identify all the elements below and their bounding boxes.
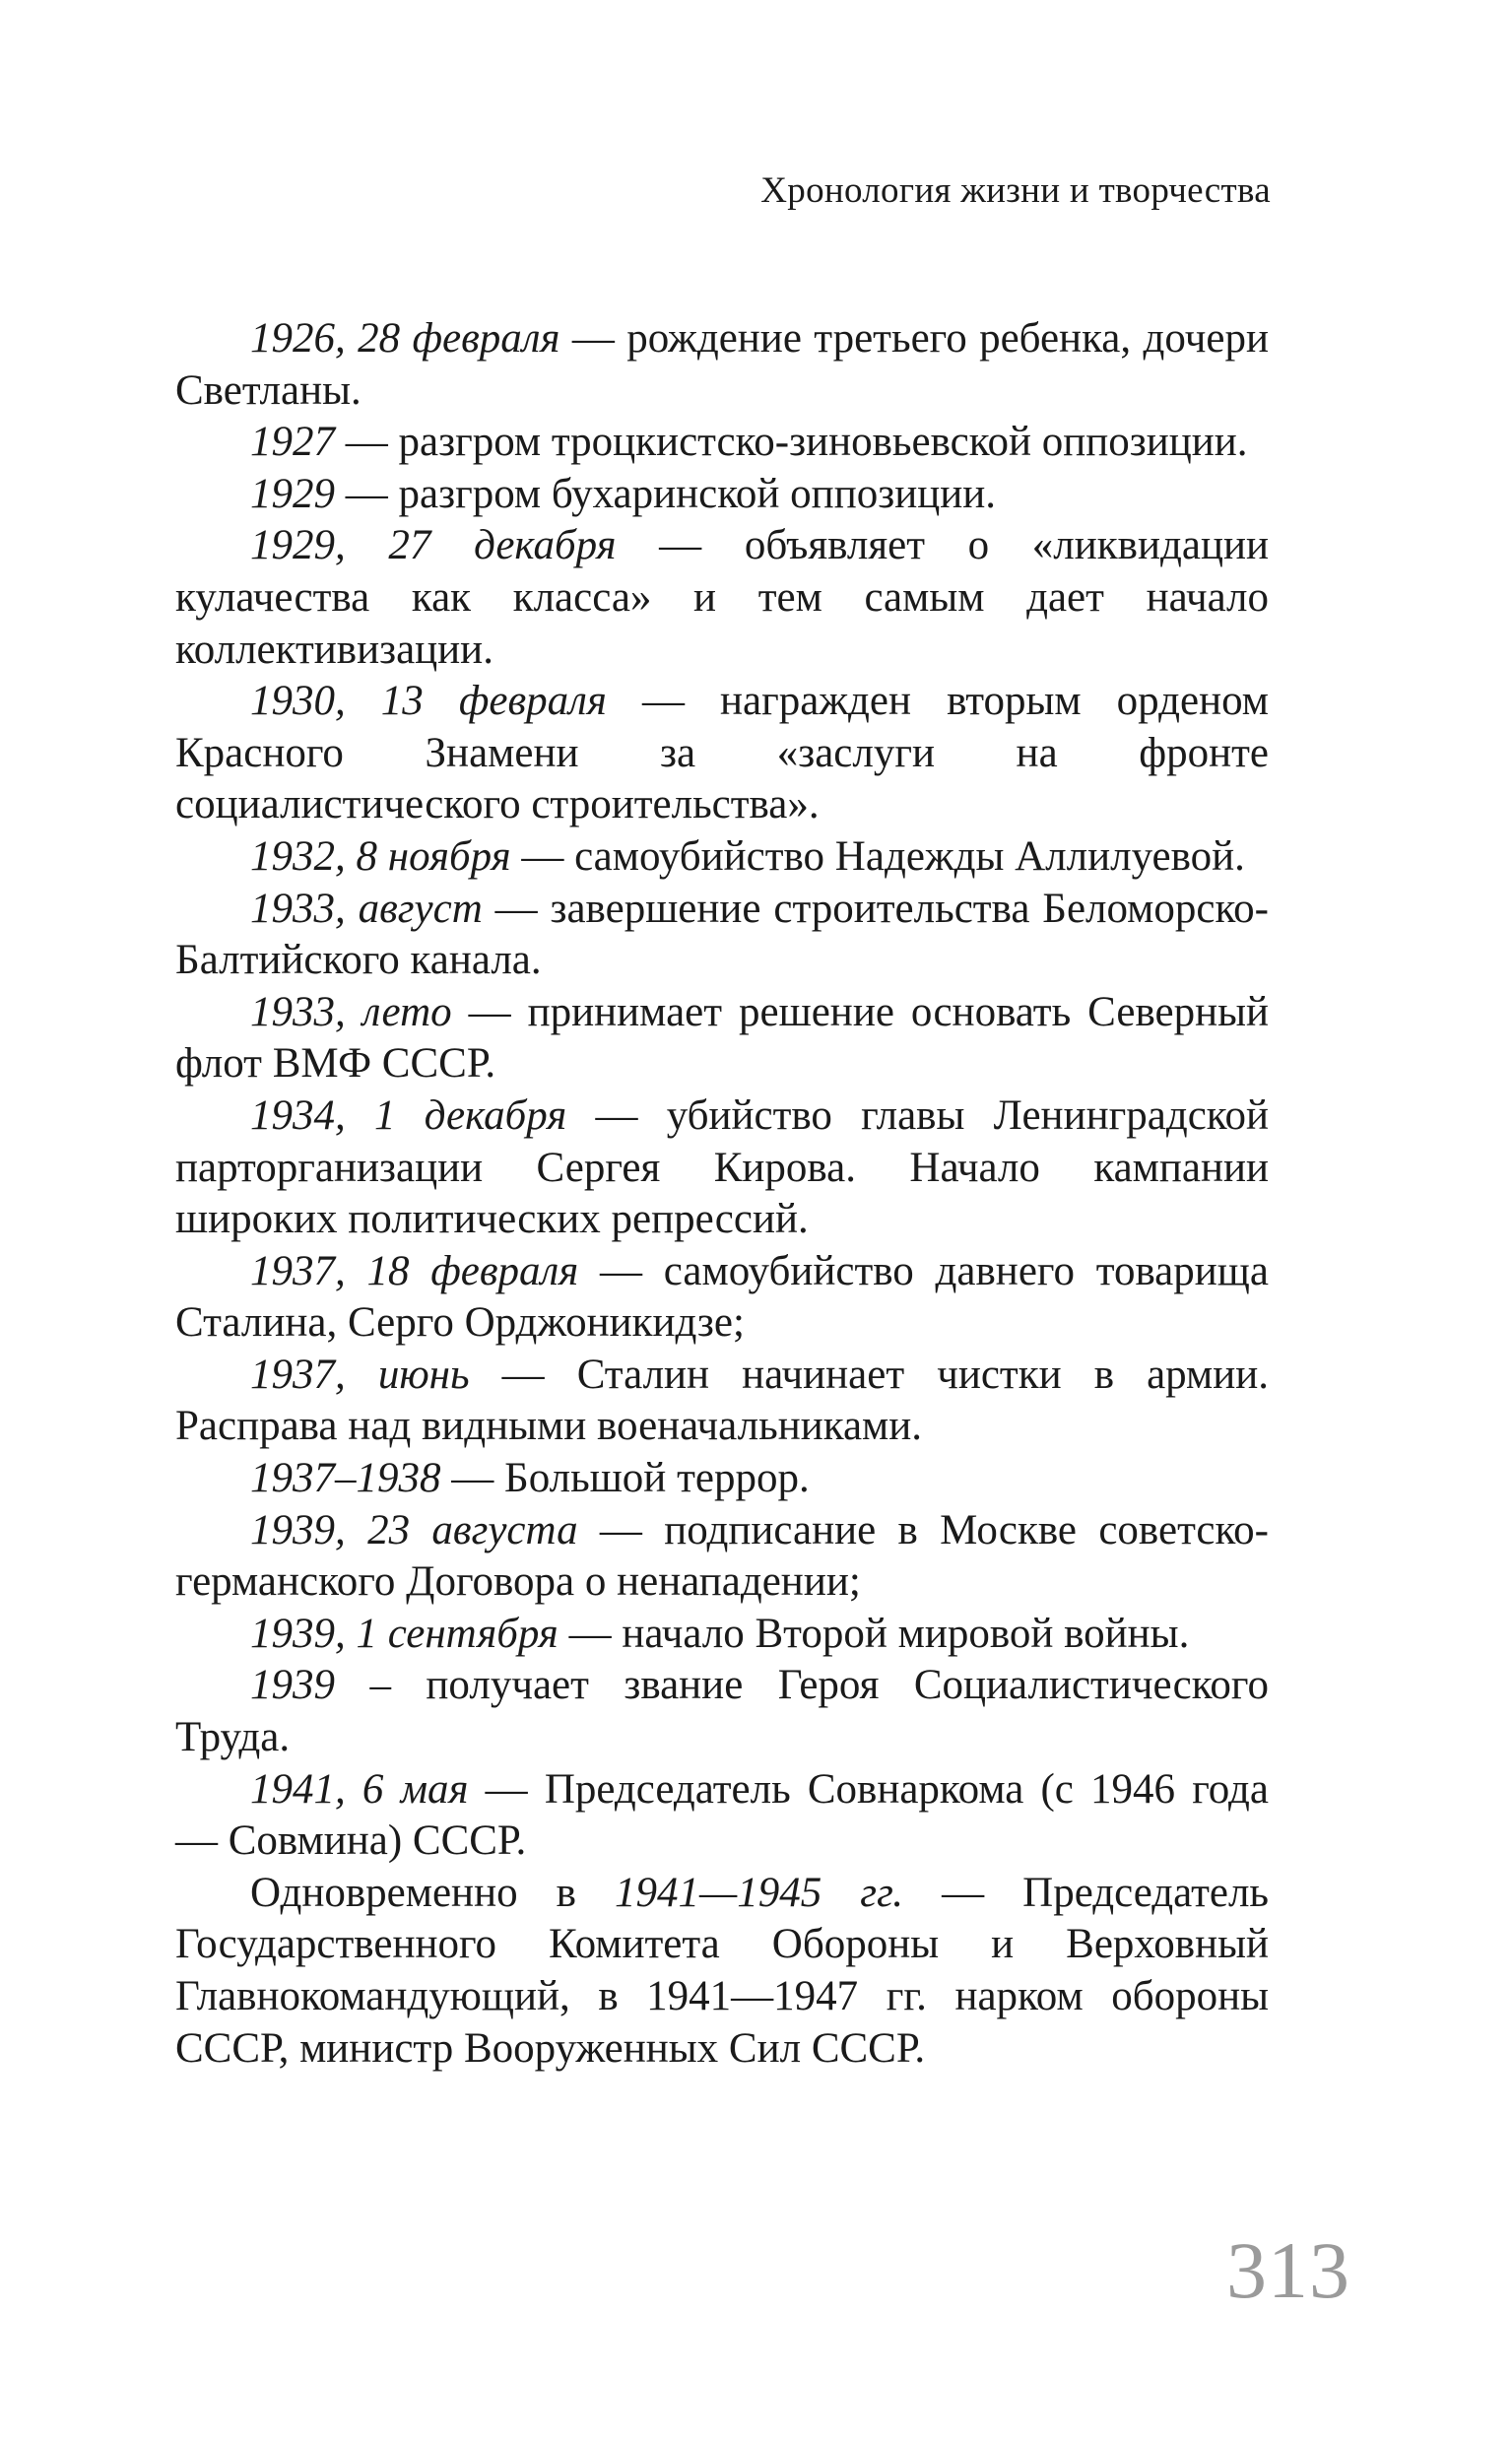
entry-date: 1939, 1 сентября (250, 1610, 559, 1657)
chronology-entry (175, 1764, 1269, 1868)
running-header: Хронология жизни и творчества (760, 170, 1271, 211)
chronology-entry (175, 987, 1269, 1090)
closing-paragraph (175, 1868, 1269, 2075)
closing-text: — Председатель Государственного Комитета Обороны и Верховный Главнокомандующий, в 1941—1947 гг. нарком обороны СССР, министр Вооруженных Сил СССР. (175, 1869, 1270, 2072)
entry-text: — принимает решение основать Северный флот ВМФ СССР. (175, 988, 1269, 1088)
entry-date: 1939, 23 августа (250, 1506, 578, 1553)
entry-date: 1939 (250, 1662, 335, 1709)
entry-text: – получает звание Героя Социалистического Труда. (175, 1662, 1269, 1761)
entry-date: 1937, 18 февраля (250, 1247, 579, 1294)
entry-text: — убийство главы Ленинградской парторганизации Сергея Кирова. Начало кампании широких политических репрессий. (175, 1091, 1269, 1243)
chronology-entry (175, 469, 1269, 521)
entry-text: — завершение строительства Беломорско-Балтийского канала. (175, 885, 1270, 984)
chronology-entry (175, 884, 1269, 987)
entry-text: — начало Второй мировой войны. (558, 1610, 1190, 1657)
closing-prefix: Одновременно в (250, 1869, 615, 1916)
entry-date: 1930, 13 февраля (250, 678, 607, 725)
chronology-text (175, 313, 1269, 2075)
chronology-entry (175, 1350, 1269, 1453)
entry-text: — самоубийство Надежды Аллилуевой. (510, 832, 1245, 880)
entry-date: 1934, 1 декабря (250, 1091, 567, 1139)
chronology-entry (175, 417, 1269, 469)
entry-text: — разгром троцкистско-зиновьевской оппозиции. (335, 419, 1248, 466)
entry-text: — самоубийство давнего товарища Сталина, Серго Орджоникидзе; (175, 1247, 1269, 1347)
chronology-entry (175, 1246, 1269, 1350)
entry-date: 1929 (250, 470, 335, 517)
entry-date: 1929, 27 декабря (250, 522, 617, 569)
closing-date: 1941—1945 гг. (615, 1869, 904, 1916)
entry-date: 1941, 6 мая (250, 1765, 469, 1813)
entry-date: 1937–1938 (250, 1455, 441, 1502)
entry-date: 1933, лето (250, 988, 452, 1035)
entry-text: — разгром бухаринской оппозиции. (335, 470, 996, 517)
page-number: 313 (1226, 2225, 1350, 2315)
chronology-entry (175, 1453, 1269, 1505)
chronology-entry (175, 313, 1269, 417)
entry-text: — объявляет о «ликвидации кулачества как класса» и тем самым дает начало коллективизации. (175, 522, 1269, 673)
chronology-entry (175, 520, 1269, 676)
entry-text: — Председатель Совнаркома (с 1946 года — Совмина) СССР. (175, 1765, 1269, 1865)
chronology-entry (175, 1090, 1269, 1246)
entry-text: — Большой террор. (440, 1455, 810, 1502)
entry-date: 1927 (250, 419, 335, 466)
entry-text: — подписание в Москве советско-германского Договора о ненападении; (175, 1506, 1269, 1606)
entry-text: — Сталин начинает чистки в армии. Расправа над видными военачальниками. (175, 1351, 1269, 1450)
chronology-entry (175, 676, 1269, 831)
entry-date: 1926, 28 февраля (250, 315, 560, 362)
entry-date: 1937, июнь (250, 1351, 470, 1398)
entry-text: — награжден вторым орденом Красного Знамени за «заслуги на фронте социалистического строительства». (175, 678, 1269, 828)
entry-date: 1933, август (250, 885, 483, 932)
chronology-entry (175, 1609, 1269, 1661)
entry-date: 1932, 8 ноября (250, 832, 511, 880)
chronology-entry (175, 1660, 1269, 1763)
chronology-entry (175, 1505, 1269, 1609)
entry-text: — рождение третьего ребенка, дочери Светланы. (175, 315, 1269, 414)
chronology-entry (175, 831, 1269, 884)
